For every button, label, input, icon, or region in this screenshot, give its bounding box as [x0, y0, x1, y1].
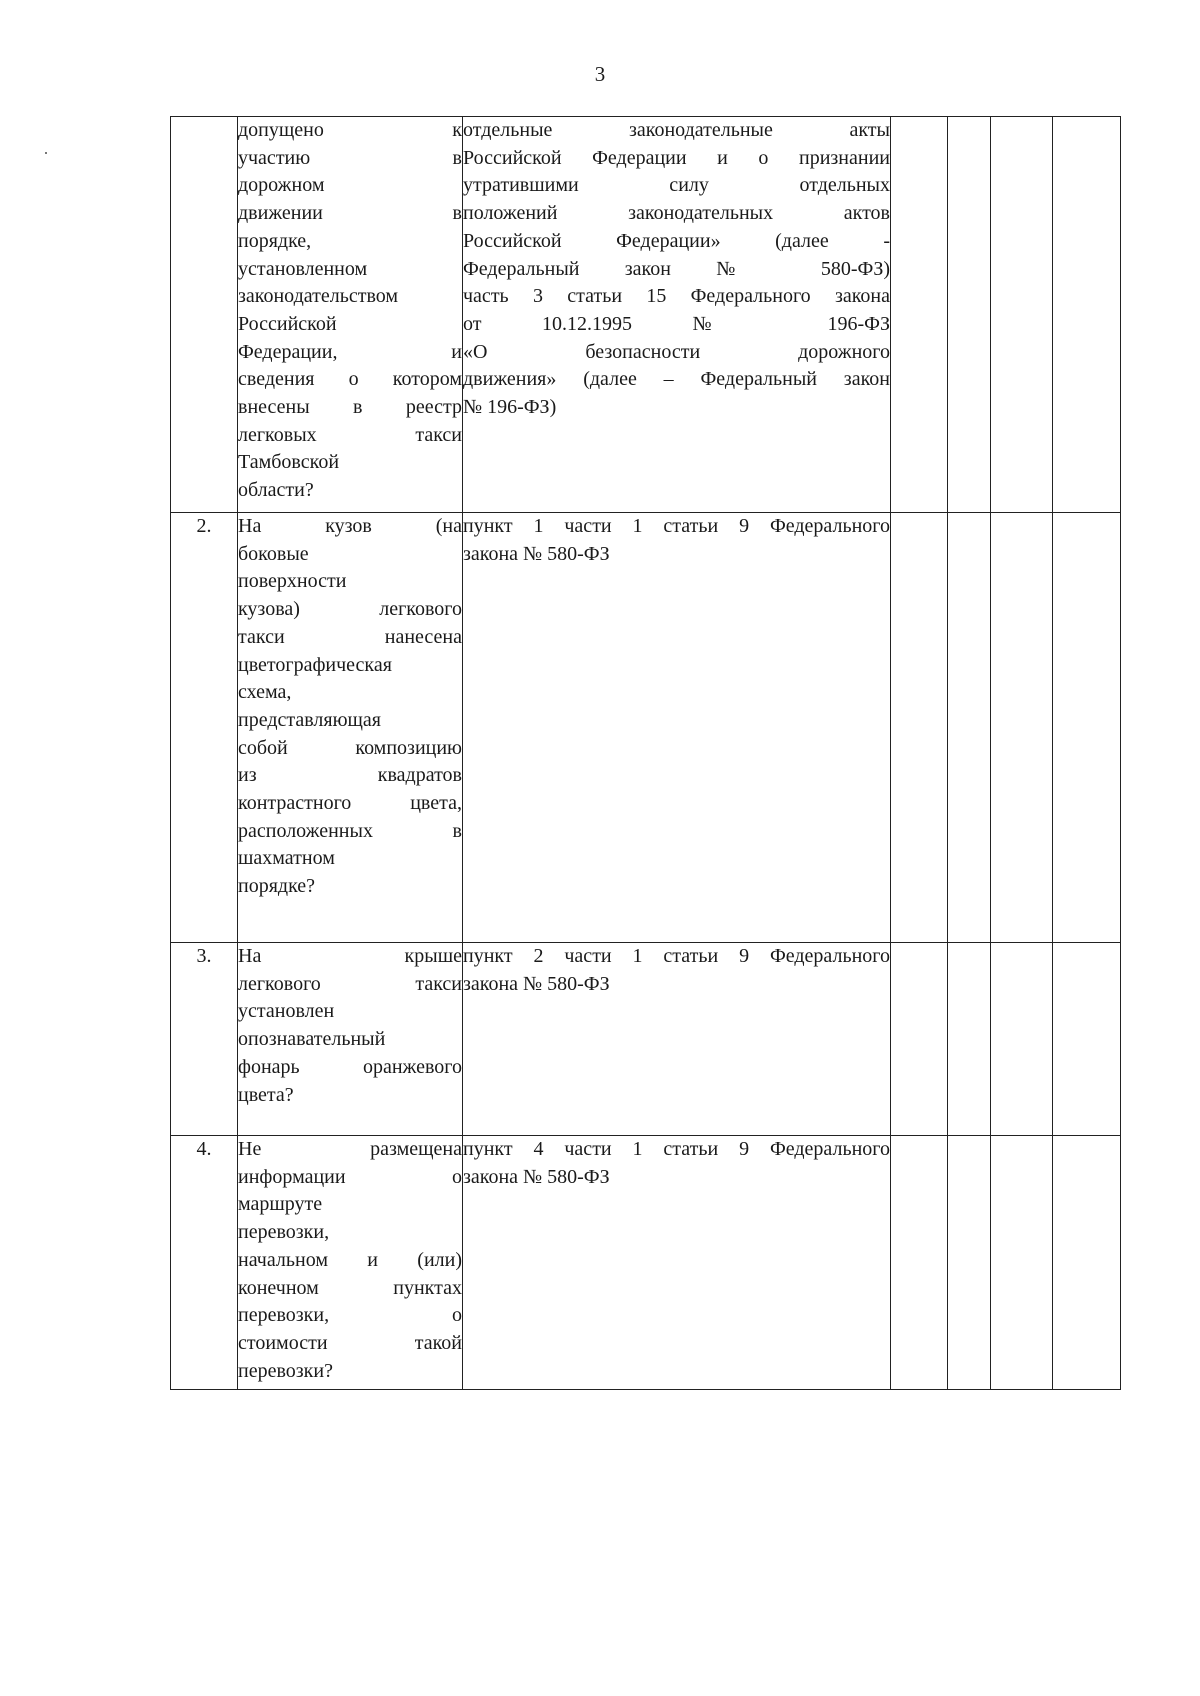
question-line: цветографическая — [238, 653, 392, 676]
question-line: маршруте — [238, 1193, 323, 1216]
reference-line: «О безопасности дорожного — [463, 340, 890, 363]
question-line: начальном и (или) — [238, 1248, 462, 1271]
question-line: установлен — [238, 1000, 335, 1023]
reference-line: Федеральный закон № 580-ФЗ) — [463, 257, 890, 280]
answer-yes-cell — [891, 117, 948, 513]
question-line: установленном — [238, 257, 368, 280]
question-line: такси нанесена — [238, 625, 462, 648]
question-line: допущено к — [238, 119, 462, 141]
reference-line: движения» (далее – Федеральный закон — [463, 368, 890, 391]
legal-reference-cell — [463, 943, 891, 1136]
note-cell — [1053, 1136, 1121, 1390]
question-line: Федерации, и — [238, 340, 462, 363]
answer-yes-cell — [891, 943, 948, 1136]
question-line: легковых такси — [238, 423, 462, 446]
question-line: собой композицию — [238, 736, 462, 759]
not-applicable-cell — [991, 117, 1053, 513]
question-line: поверхности — [238, 570, 347, 593]
question-line: порядке, — [238, 229, 312, 252]
question-line: На кузов (на — [238, 515, 462, 537]
question-line: кузова) легкового — [238, 598, 462, 621]
question-cell — [238, 1136, 463, 1390]
answer-yes-cell — [891, 1136, 948, 1390]
question-line: перевозки, о — [238, 1304, 462, 1327]
question-line: шахматном — [238, 847, 335, 870]
reference-line: № 196-ФЗ) — [463, 396, 557, 419]
reference-line: пункт 4 части 1 статьи 9 Федерального — [463, 1138, 890, 1160]
note-cell — [1053, 117, 1121, 513]
reference-line: утратившими силу отдельных — [463, 174, 890, 197]
table-row — [171, 943, 1121, 1136]
legal-reference-cell — [463, 117, 891, 513]
question-cell — [238, 117, 463, 513]
question-line: перевозки? — [238, 1359, 333, 1382]
table-row — [171, 1136, 1121, 1390]
question-line: конечном пунктах — [238, 1276, 462, 1299]
table-row — [171, 513, 1121, 943]
reference-line: Российской Федерации и о признании — [463, 146, 890, 169]
note-cell — [1053, 943, 1121, 1136]
question-line: участию в — [238, 146, 462, 169]
question-line: внесены в реестр — [238, 396, 462, 419]
checklist-table — [170, 116, 1121, 1390]
note-cell — [1053, 513, 1121, 943]
row-number: 3. — [171, 943, 238, 1136]
question-line: движении в — [238, 202, 462, 225]
table-row — [171, 117, 1121, 513]
question-line: порядке? — [238, 875, 316, 898]
question-line: области? — [238, 479, 314, 502]
question-line: из квадратов — [238, 764, 462, 787]
reference-line: Российской Федерации» (далее - — [463, 229, 890, 252]
legal-reference-cell — [463, 513, 891, 943]
answer-yes-cell — [891, 513, 948, 943]
answer-no-cell — [948, 1136, 991, 1390]
question-line: легкового такси — [238, 972, 462, 995]
question-line: фонарь оранжевого — [238, 1055, 462, 1078]
question-line: Не размещена — [238, 1138, 462, 1160]
scan-speck — [45, 152, 47, 154]
question-line: цвета? — [238, 1083, 294, 1106]
row-number: 2. — [171, 513, 238, 943]
question-line: законодательством — [238, 285, 399, 308]
reference-line: отдельные законодательные акты — [463, 119, 890, 141]
answer-no-cell — [948, 513, 991, 943]
answer-no-cell — [948, 117, 991, 513]
question-cell — [238, 513, 463, 943]
not-applicable-cell — [991, 513, 1053, 943]
question-line: перевозки, — [238, 1221, 330, 1244]
question-cell — [238, 943, 463, 1136]
page-number: 3 — [594, 62, 606, 86]
reference-line: пункт 2 части 1 статьи 9 Федерального — [463, 945, 890, 967]
question-line: боковые — [238, 542, 309, 565]
reference-line: от 10.12.1995 № 196-ФЗ — [463, 312, 890, 335]
question-line: На крыше — [238, 945, 462, 967]
reference-line: пункт 1 части 1 статьи 9 Федерального — [463, 515, 890, 537]
question-line: стоимости такой — [238, 1331, 462, 1354]
question-line: контрастного цвета, — [238, 792, 462, 815]
reference-line: закона № 580-ФЗ — [463, 972, 610, 995]
row-number — [171, 117, 238, 513]
legal-reference-cell — [463, 1136, 891, 1390]
answer-no-cell — [948, 943, 991, 1136]
row-number: 4. — [171, 1136, 238, 1390]
question-line: опознавательный — [238, 1028, 386, 1051]
not-applicable-cell — [991, 943, 1053, 1136]
question-line: сведения о котором — [238, 368, 462, 391]
question-line: информации о — [238, 1165, 462, 1188]
reference-line: положений законодательных актов — [463, 202, 890, 225]
reference-line: закона № 580-ФЗ — [463, 542, 610, 565]
question-line: дорожном — [238, 174, 325, 197]
question-line: Российской — [238, 312, 337, 335]
question-line: схема, — [238, 681, 292, 704]
question-line: расположенных в — [238, 819, 462, 842]
reference-line: часть 3 статьи 15 Федерального закона — [463, 285, 890, 308]
question-line: представляющая — [238, 708, 382, 731]
question-line: Тамбовской — [238, 451, 340, 474]
reference-line: закона № 580-ФЗ — [463, 1165, 610, 1188]
not-applicable-cell — [991, 1136, 1053, 1390]
